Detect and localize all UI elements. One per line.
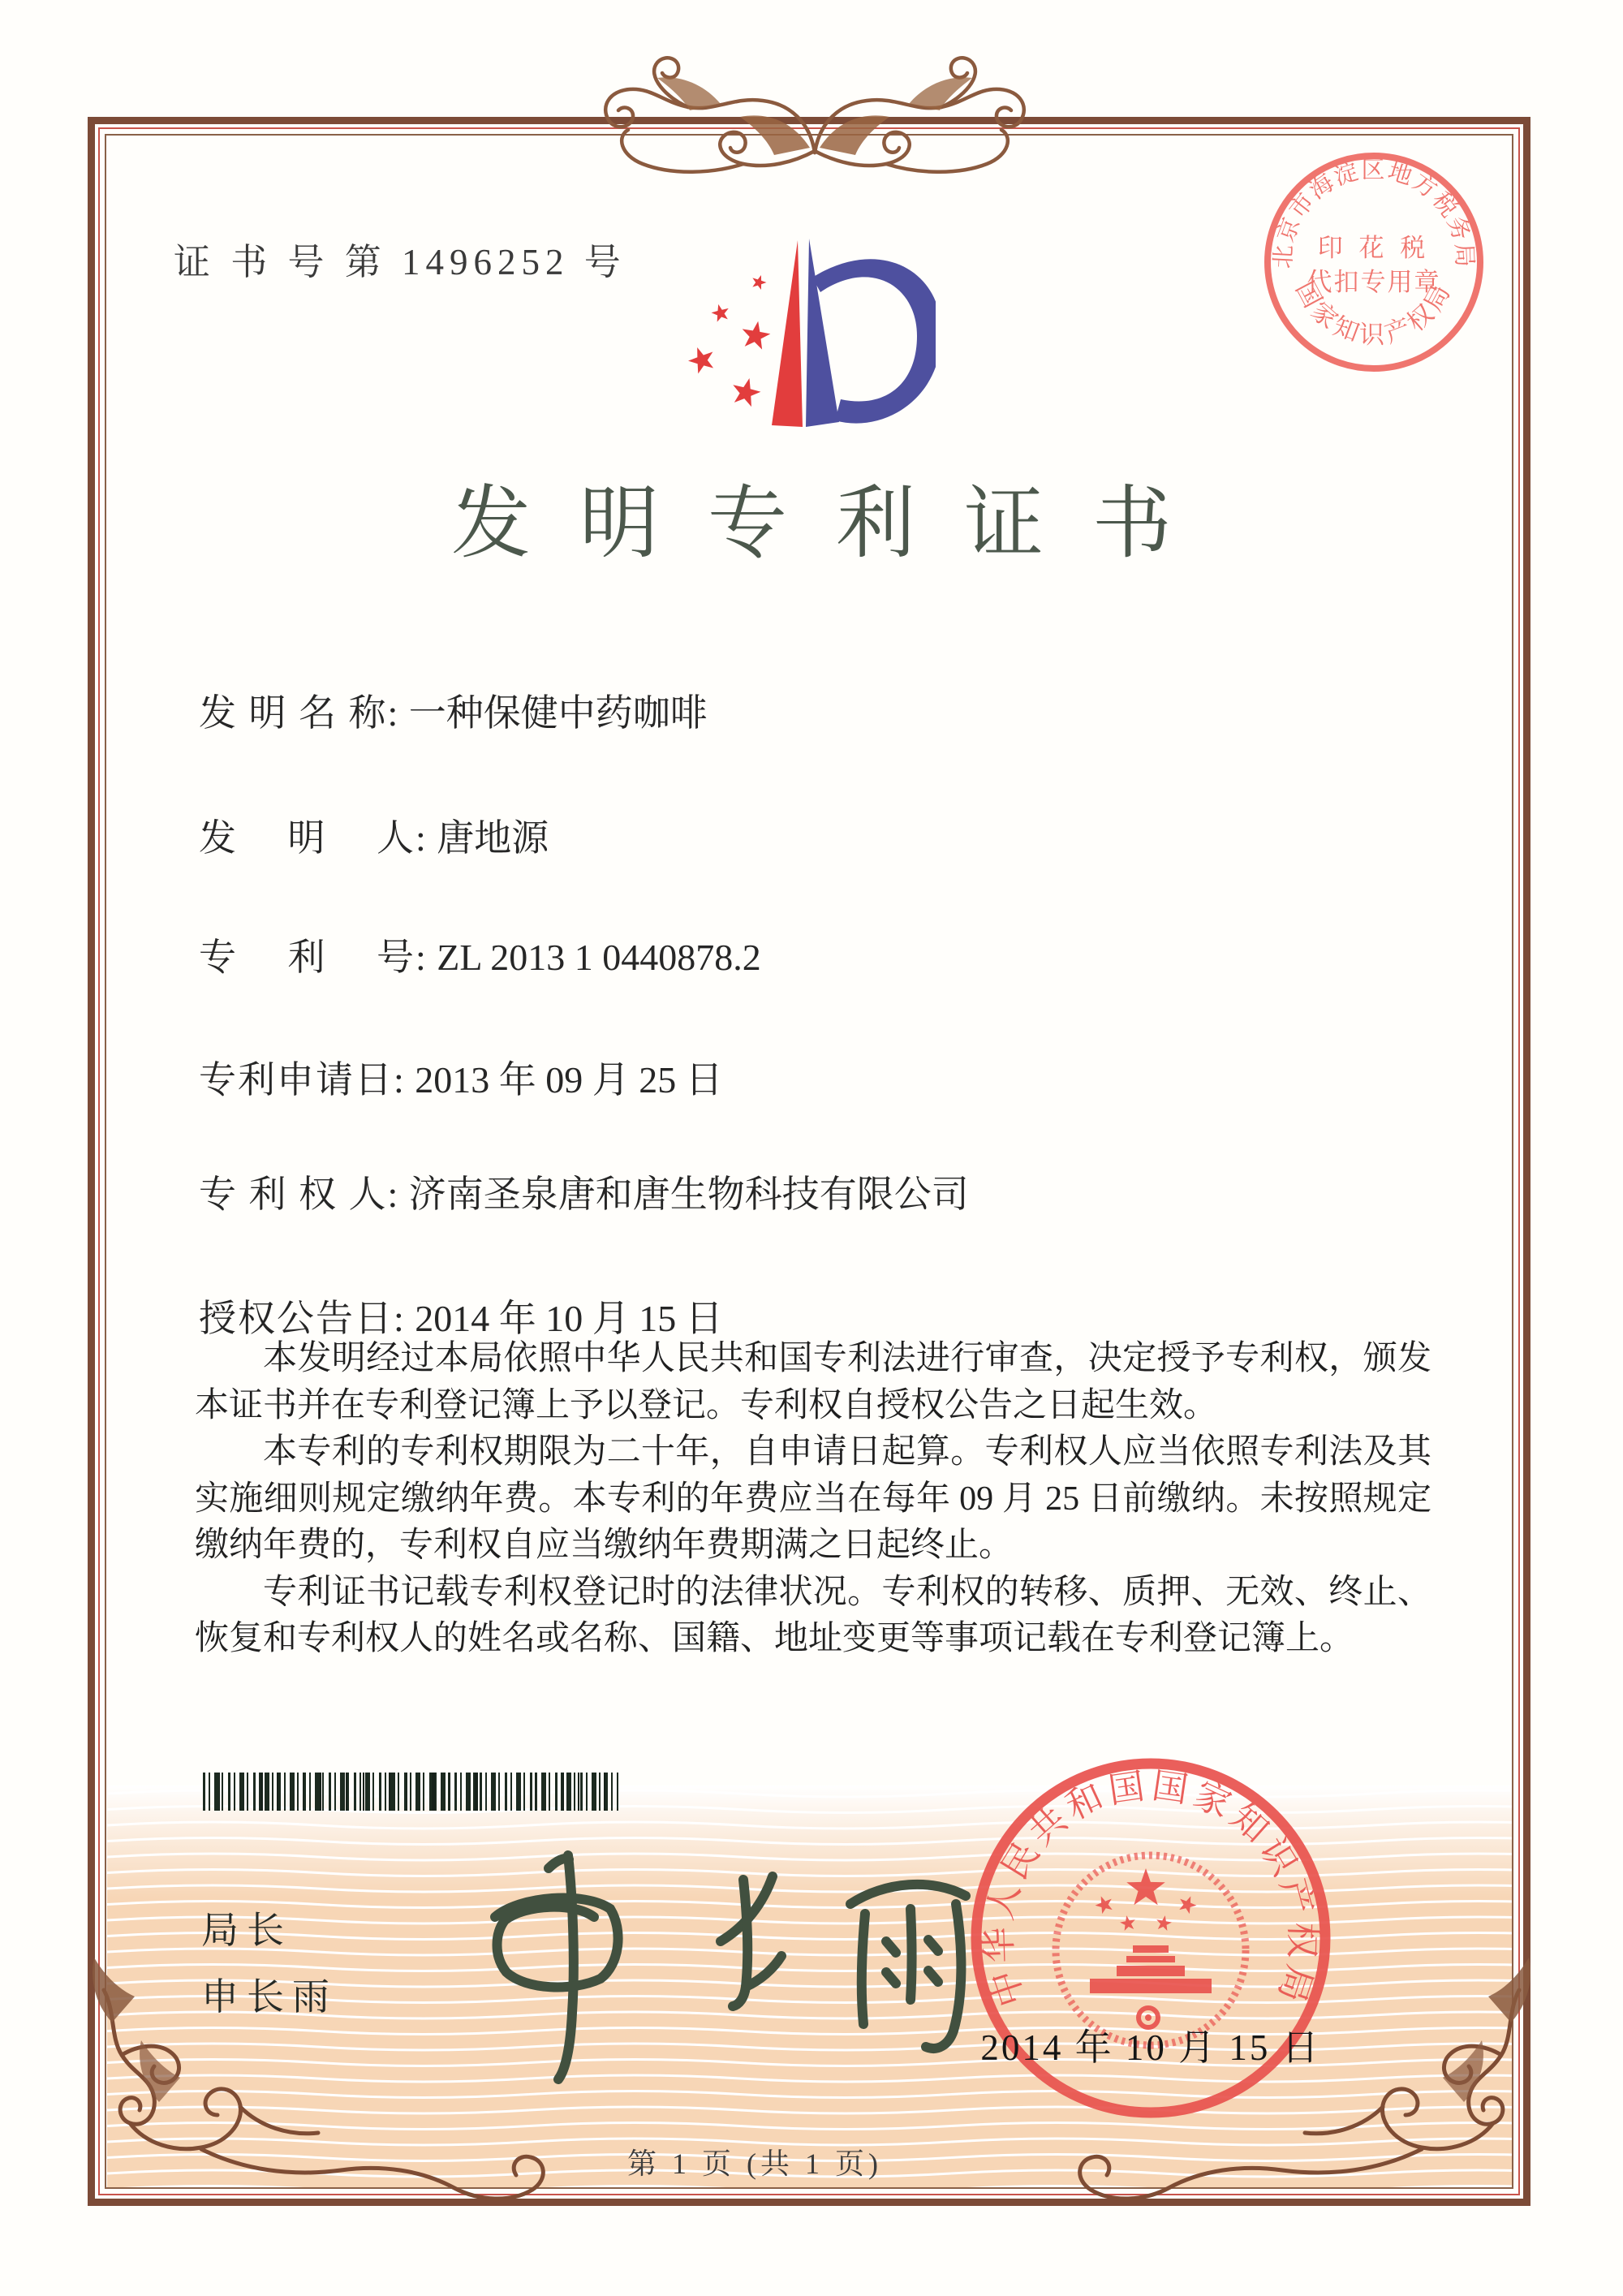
logo-red-wedge	[772, 240, 803, 427]
field-value: ZL 2013 1 0440878.2	[437, 937, 761, 978]
tax-stamp	[1256, 144, 1492, 380]
director-title: 局长	[201, 1910, 292, 1951]
field-patent-number	[199, 928, 761, 981]
field-invention-name	[199, 683, 708, 737]
field-value: 2014 年 10 月 15 日	[415, 1298, 723, 1339]
barcode	[203, 1773, 618, 1811]
certificate-title: 发明专利证书	[450, 480, 1220, 568]
field-label: 专 利 权 人:	[199, 1174, 400, 1215]
field-label: 专利申请日:	[199, 1059, 406, 1101]
tax-stamp-line2: 代扣专用章	[1307, 268, 1441, 296]
cnipa-red-seal	[962, 1749, 1340, 2127]
field-value: 2013 年 09 月 25 日	[415, 1059, 723, 1101]
legal-paragraph-1: 本发明经过本局依照中华人民共和国专利法进行审查，决定授予专利权，颁发本证书并在专利登记簿上予以登记。专利权自授权公告之日起生效。	[195, 1340, 1431, 1424]
logo-stars	[685, 273, 773, 408]
legal-text-block	[195, 1336, 1431, 1663]
field-value: 一种保健中药咖啡	[408, 692, 708, 734]
tax-stamp-bottom-arc-text: 国家知识产权局	[1290, 276, 1457, 349]
legal-paragraph-3: 专利证书记载专利权登记时的法律状况。专利权的转移、质押、无效、终止、恢复和专利权人的姓名或名称、国籍、地址变更等事项记载在专利登记簿上。	[195, 1573, 1431, 1657]
seal-national-emblem	[1056, 1855, 1246, 2045]
page-number: 第 1 页 (共 1 页)	[627, 2147, 882, 2180]
field-inventor	[199, 808, 549, 862]
field-label: 专 利 号:	[199, 937, 428, 978]
field-value: 济南圣泉唐和唐生物科技有限公司	[408, 1174, 969, 1215]
seal-date: 2014 年 10 月 15 日	[980, 2027, 1321, 2068]
legal-paragraph-2: 本专利的专利权期限为二十年，自申请日起算。专利权人应当依照专利法及其实施细则规定缴纳年费。本专利的年费应当在每年 09 月 25 日前缴纳。未按照规定缴纳年费的，专利权自应当缴纳年费期满之日起终止。	[195, 1433, 1431, 1564]
field-label: 发 明 名 称:	[199, 692, 400, 734]
field-grant-date	[199, 1289, 723, 1342]
tax-stamp-line1: 印 花 税	[1317, 234, 1431, 262]
tax-stamp-top-arc-text: 北京市海淀区地方税务局	[1270, 157, 1478, 269]
director-name: 申长雨	[201, 1976, 338, 2018]
field-value: 唐地源	[437, 817, 549, 859]
director-signature	[422, 1836, 990, 2096]
field-label: 发 明 人:	[199, 817, 428, 859]
field-filing-date	[199, 1050, 723, 1104]
seal-ring-text: 中华人民共和国国家知识产权局	[979, 1765, 1323, 2012]
cnipa-logo	[676, 234, 936, 445]
field-patentee	[199, 1165, 969, 1218]
certificate-number: 证 书 号 第 1496252 号	[174, 242, 626, 282]
field-label: 授权公告日:	[199, 1298, 406, 1339]
